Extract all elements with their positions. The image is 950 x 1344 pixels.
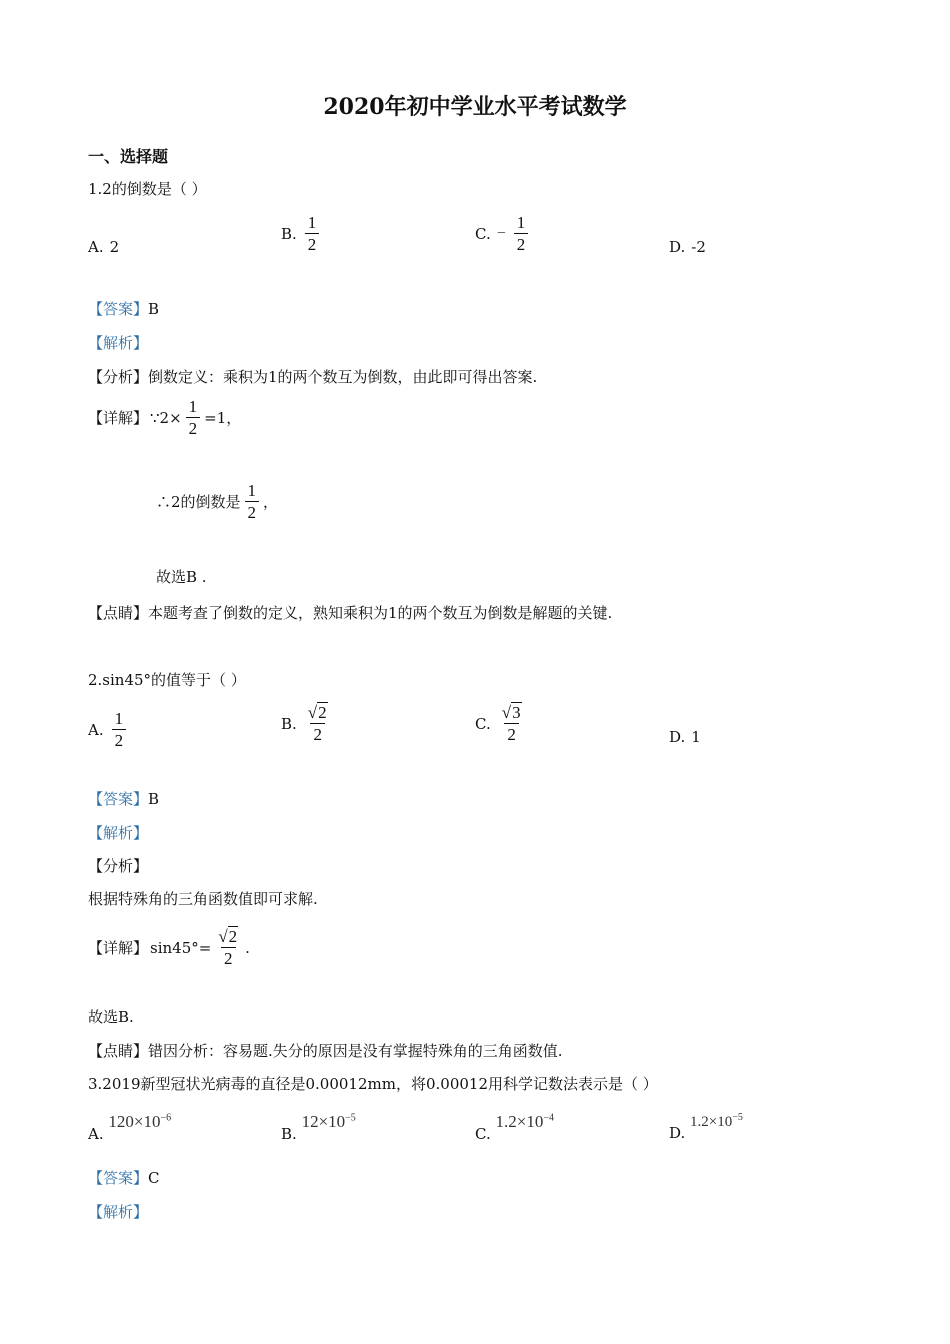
q2-dianjing: 【点睛】错因分析：容易题.失分的原因是没有掌握特殊角的三角函数值. <box>88 1042 563 1060</box>
q3-answer: 【答案】C <box>88 1169 160 1187</box>
q1-answer: 【答案】B <box>88 300 160 318</box>
fraction: $\frac{1}{2}$ <box>186 398 201 438</box>
q2-stem: 2.sin45°的值等于（ ） <box>88 671 246 689</box>
fraction: $\frac{√3}{2}$ <box>501 703 521 744</box>
section-heading: 一、选择题 <box>88 147 169 166</box>
q2-option-c: C. $\frac{√3}{2}$ <box>475 704 527 744</box>
q1-option-b: B. $\frac{1}{2}$ <box>281 214 321 254</box>
q1-stem: 1.2的倒数是（ ） <box>88 180 207 198</box>
q1-jiexi-tag: 【解析】 <box>88 334 149 352</box>
fraction: $\frac{1}{2}$ <box>112 710 127 750</box>
fraction: $\frac{1}{2}$ <box>514 214 529 254</box>
q1-option-a: A. 2 <box>88 238 120 256</box>
q2-option-d: D. 1 <box>669 728 701 746</box>
q3-option-b: B. $12\times 10^{-5}$ <box>281 1112 356 1143</box>
q3-option-a: A. $120\times 10^{-6}$ <box>88 1112 172 1143</box>
q1-option-d: D. -2 <box>669 238 706 256</box>
q1-dianjing: 【点睛】本题考查了倒数的定义，熟知乘积为1的两个数互为倒数是解题的关键. <box>88 604 613 622</box>
q2-option-a: A. $\frac{1}{2}$ <box>88 710 128 750</box>
q3-option-d: D. $1.2\times 10^{-5}$ <box>669 1112 743 1142</box>
q2-fenxi-body: 根据特殊角的三角函数值即可求解. <box>88 890 318 908</box>
q2-answer: 【答案】B <box>88 790 160 808</box>
q3-jiexi-tag: 【解析】 <box>88 1203 149 1221</box>
q2-option-b: B. $\frac{√2}{2}$ <box>281 704 333 744</box>
q2-fenxi-tag: 【分析】 <box>88 857 149 875</box>
q1-xiangjie-line1: 【详解】 ∵2× $\frac{1}{2}$ =1， <box>88 397 242 438</box>
q1-xiangjie-line2: ∴2的倒数是 $\frac{1}{2}$ ， <box>156 481 279 522</box>
q2-jiexi-tag: 【解析】 <box>88 824 149 842</box>
fraction: $\frac{1}{2}$ <box>305 214 320 254</box>
q1-option-c: C. − $\frac{1}{2}$ <box>475 214 530 254</box>
fraction: $\frac{√2}{2}$ <box>218 927 238 968</box>
q3-option-c: C. $1.2\times 10^{-4}$ <box>475 1112 554 1143</box>
fraction: $\frac{1}{2}$ <box>245 482 260 522</box>
q1-xiangjie-line3: 故选B . <box>156 568 207 586</box>
q1-fenxi: 【分析】倒数定义：乘积为1的两个数互为倒数，由此即可得出答案. <box>88 368 538 386</box>
q2-xiangjie: 【详解】 sin45°= $\frac{√2}{2}$ . <box>88 927 250 968</box>
q2-xiangjie-line2: 故选B. <box>88 1008 134 1026</box>
fraction: $\frac{√2}{2}$ <box>307 703 327 744</box>
q3-stem: 3.2019新型冠状光病毒的直径是0.00012mm，将0.00012用科学记数法表示是（ ） <box>88 1075 658 1093</box>
document-title: 2020年初中学业水平考试数学 <box>323 94 627 120</box>
